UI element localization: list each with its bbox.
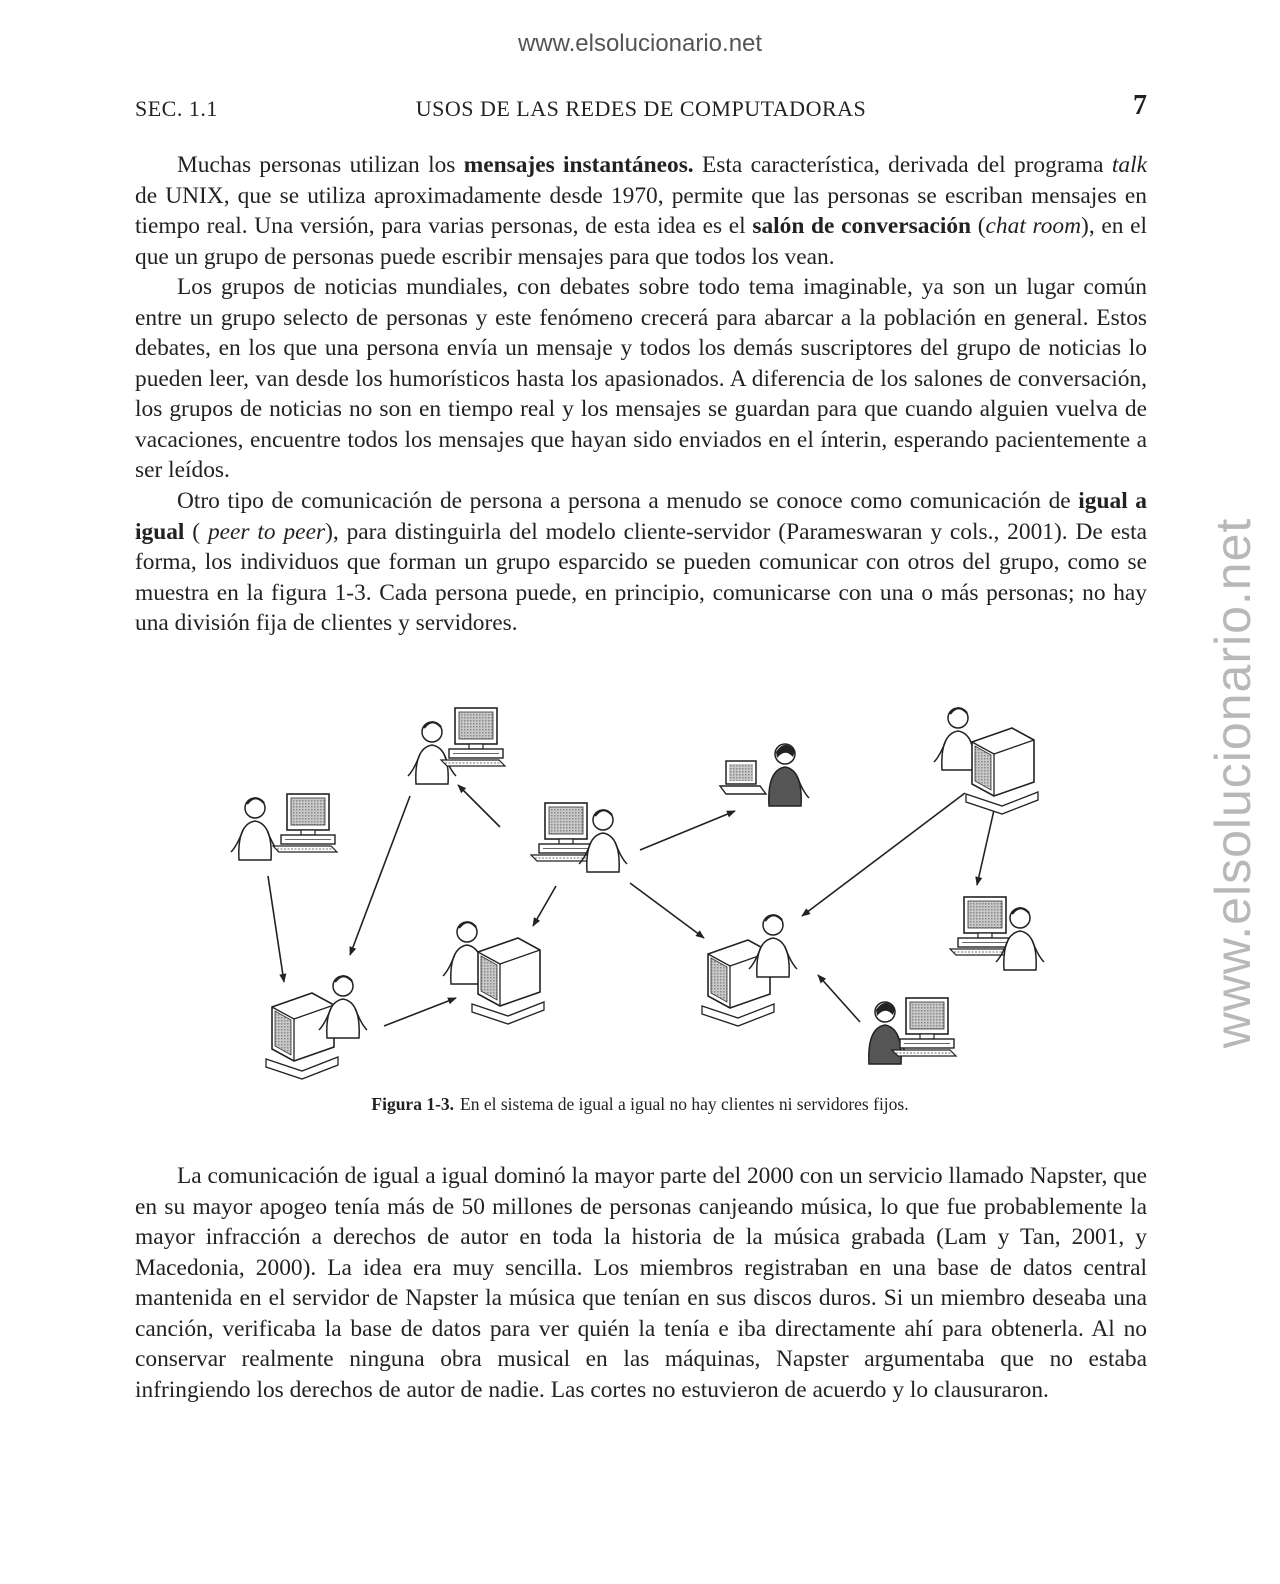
paragraph-peer-to-peer: Otro tipo de comunicación de persona a persona a menudo se conoce como comunicación de igual a igual ( peer to peer), para distinguirla del modelo cliente-servidor (Parameswaran y cols., 2001). De esta forma, los individuos que forman un grupo esparcido se pueden comunicar con otros del grupo, como se muestra en la figura 1-3. Cada persona puede, en principio, comunicarse con una o más personas; no hay una división fija de clientes y servidores. <box>135 488 1147 636</box>
paragraph-newsgroups: Los grupos de noticias mundiales, con debates sobre todo tema imaginable, ya son un lugar común entre un grupo selecto de personas y este fenómeno crecerá para abarcar a la población en general. Estos debates, en los que una persona envía un mensaje y todos los demás suscriptores del grupo de noticias lo pueden leer, van desde los humorísticos hasta los apasionados. A diferencia de los salones de conversación, los grupos de noticias no son en tiempo real y los mensajes se guardan para que cuando alguien vuelva de vacaciones, encuentre todos los mensajes que hayan sido enviados en el ínterin, esperando pacientemente a ser leídos. <box>135 274 1147 483</box>
chapter-title: USOS DE LAS REDES DE COMPUTADORAS <box>415 96 867 121</box>
arrow-bottom-right-to-bottom-center <box>818 975 860 1022</box>
arrow-left-to-bottom-left <box>268 876 284 982</box>
arrow-bottom-left-to-bottom-mid <box>384 998 456 1026</box>
arrow-top-right-to-bottom-center <box>802 793 965 916</box>
peer-laptop <box>720 744 809 806</box>
figure-peer-to-peer <box>220 690 1060 1080</box>
paragraph-instant-messaging: Muchas personas utilizan los mensajes instantáneos. Esta característica, derivada del programa talk de UNIX, que se utiliza aproximadamente desde 1970, permite que las personas se escriban mensajes en tiempo real. Una versión, para varias personas, de esta idea es el salón de conversación (chat room), en el que un grupo de personas puede escribir mensajes para que todos los vean. <box>135 152 1148 270</box>
running-head <box>135 90 1147 126</box>
arrows <box>268 785 994 1026</box>
peer-top-left <box>408 708 505 784</box>
arrow-top-right-to-right <box>977 810 994 885</box>
arrow-center-to-top-left <box>458 785 500 827</box>
section-label: SEC. 1.1 <box>135 96 218 121</box>
paragraph-napster: La comunicación de igual a igual dominó la mayor parte del 2000 con un servicio llamado Napster, que en su mayor apogeo tenía más de 50 millones de personas canjeando música, lo que fue probablemente la mayor infracción a derechos de autor en toda la historia de la música grabada (Lam y Tan, 2001, y Macedonia, 2000). La idea era muy sencilla. Los miembros registraban en una base de datos central mantenida en el servidor de Napster la música que tenían en sus discos duros. Si un miembro deseaba una canción, verificaba la base de datos para ver quién la tenía e iba directamente ahí para obtenerla. Al no conservar realmente ninguna obra musical en las máquinas, Napster argumentaba que no estaba infringiendo los derechos de autor de nadie. Las cortes no estuvieron de acuerdo y lo clausuraron. <box>135 1163 1147 1403</box>
term-chat-room: chat room <box>985 213 1082 239</box>
term-instant-messages: mensajes instantáneos. <box>463 152 694 178</box>
watermark-side: www.elsolucionario.net <box>1205 517 1261 1049</box>
page-number: 7 <box>1133 90 1147 121</box>
arrow-center-to-laptop <box>640 811 735 850</box>
arrow-top-left-to-bottom-left <box>350 796 410 955</box>
peer-top-right <box>934 708 1038 814</box>
arrow-center-to-bottom-center <box>630 883 704 938</box>
watermark-top: www.elsolucionario.net <box>517 30 763 57</box>
peer-left <box>231 794 337 860</box>
term-chat-room-es: salón de conversación <box>752 213 972 239</box>
arrow-center-to-bottom-mid <box>533 886 556 926</box>
peer-bottom-left <box>266 976 367 1079</box>
figure-caption-text: En el sistema de igual a igual no hay clientes ni servidores fijos. <box>460 1094 909 1114</box>
peer-bottom-center <box>702 915 797 1026</box>
figure-label: Figura 1-3. <box>371 1094 455 1114</box>
peer-right <box>950 897 1044 970</box>
peer-center <box>531 803 627 872</box>
peer-bottom-right <box>869 998 956 1064</box>
term-peer-to-peer-es: igual a igual <box>135 488 1147 545</box>
term-talk: talk <box>1111 152 1147 178</box>
peer-bottom-mid <box>443 922 544 1024</box>
term-peer-to-peer: peer to peer <box>207 518 326 545</box>
figure-caption <box>0 1094 1280 1115</box>
peer-to-peer-diagram <box>220 690 1060 1080</box>
